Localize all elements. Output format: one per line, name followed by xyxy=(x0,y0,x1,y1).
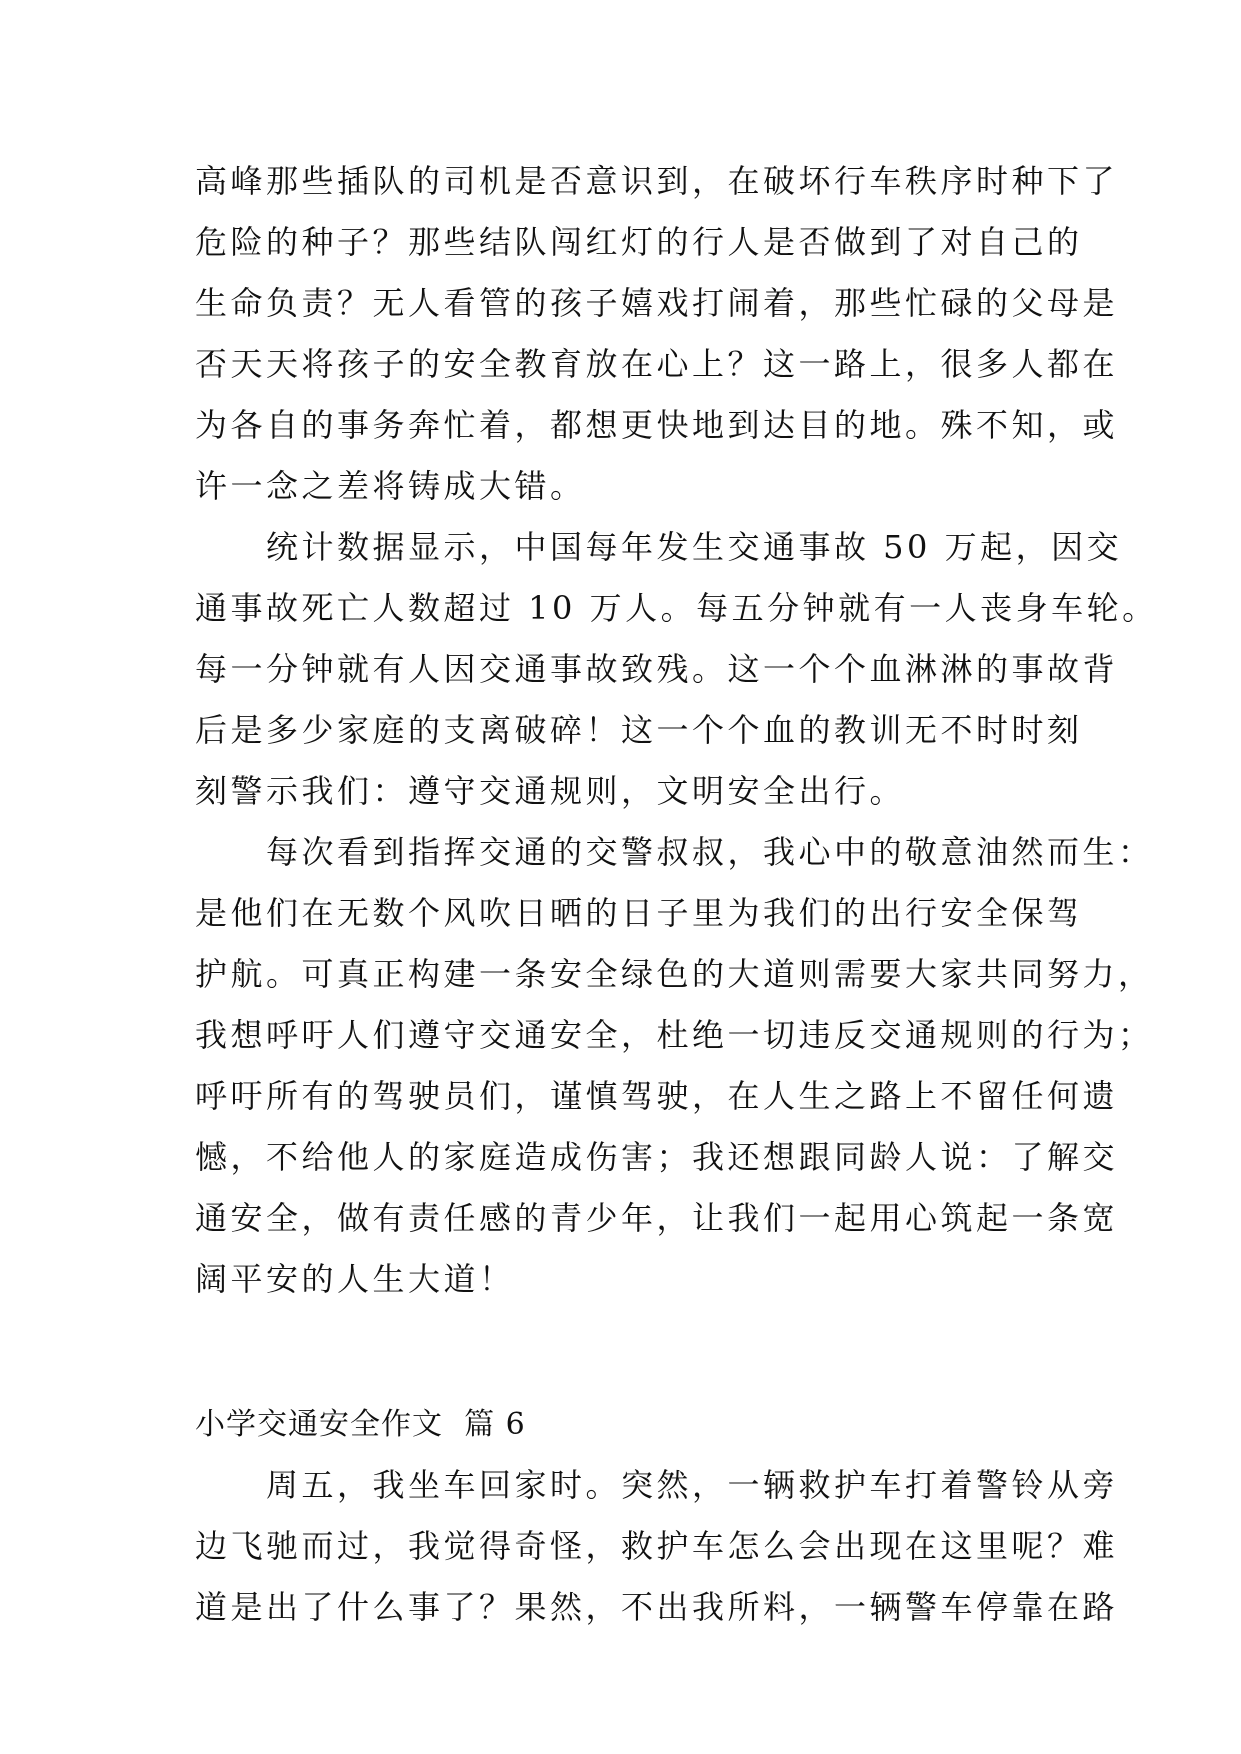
section-title: 小学交通安全作文 篇 6 xyxy=(195,1407,526,1442)
text-line: 道是出了什么事了？果然，不出我所料，一辆警车停靠在路 xyxy=(195,1588,1119,1626)
paragraph-traffic-police xyxy=(195,822,1154,1310)
paragraph-statistics xyxy=(195,517,1158,822)
text-line: 刻警示我们：遵守交通规则，文明安全出行。 xyxy=(195,772,906,810)
text-line: 危险的种子？那些结队闯红灯的行人是否做到了对自己的 xyxy=(195,223,1083,261)
text-line: 是他们在无数个风吹日晒的日子里为我们的出行安全保驾 xyxy=(195,894,1083,932)
text-line: 高峰那些插队的司机是否意识到，在破坏行车秩序时种下了 xyxy=(195,162,1119,200)
text-line: 为各自的事务奔忙着，都想更快地到达目的地。殊不知，或 xyxy=(195,406,1119,444)
text-line: 统计数据显示，中国每年发生交通事故 50 万起，因交 xyxy=(195,528,1123,566)
text-line: 我想呼吁人们遵守交通安全，杜绝一切违反交通规则的行为； xyxy=(195,1016,1154,1054)
text-line: 憾，不给他人的家庭造成伤害；我还想跟同龄人说：了解交 xyxy=(195,1138,1119,1176)
text-line: 每次看到指挥交通的交警叔叔，我心中的敬意油然而生： xyxy=(195,833,1154,871)
section-gap xyxy=(195,1310,1065,1394)
text-line: 否天天将孩子的安全教育放在心上？这一路上，很多人都在 xyxy=(195,345,1119,383)
paragraph-traffic-hazards xyxy=(195,151,1119,517)
document-body xyxy=(195,151,1158,1638)
text-line: 每一分钟就有人因交通事故致残。这一个个血淋淋的事故背 xyxy=(195,650,1119,688)
text-line: 阔平安的人生大道！ xyxy=(195,1260,515,1298)
text-line: 许一念之差将铸成大错。 xyxy=(195,467,586,505)
text-line: 护航。可真正构建一条安全绿色的大道则需要大家共同努力， xyxy=(195,955,1154,993)
text-line: 周五，我坐车回家时。突然，一辆救护车打着警铃从旁 xyxy=(195,1466,1119,1504)
text-line: 生命负责？无人看管的孩子嬉戏打闹着，那些忙碌的父母是 xyxy=(195,284,1119,322)
paragraph-ambulance xyxy=(195,1455,1119,1638)
text-line: 通事故死亡人数超过 10 万人。每五分钟就有一人丧身车轮。 xyxy=(195,589,1158,627)
text-line: 通安全，做有责任感的青少年，让我们一起用心筑起一条宽 xyxy=(195,1199,1119,1237)
text-line: 边飞驰而过，我觉得奇怪，救护车怎么会出现在这里呢？难 xyxy=(195,1527,1119,1565)
text-line: 后是多少家庭的支离破碎！这一个个血的教训无不时时刻 xyxy=(195,711,1083,749)
text-line: 呼吁所有的驾驶员们，谨慎驾驶，在人生之路上不留任何遗 xyxy=(195,1077,1119,1115)
